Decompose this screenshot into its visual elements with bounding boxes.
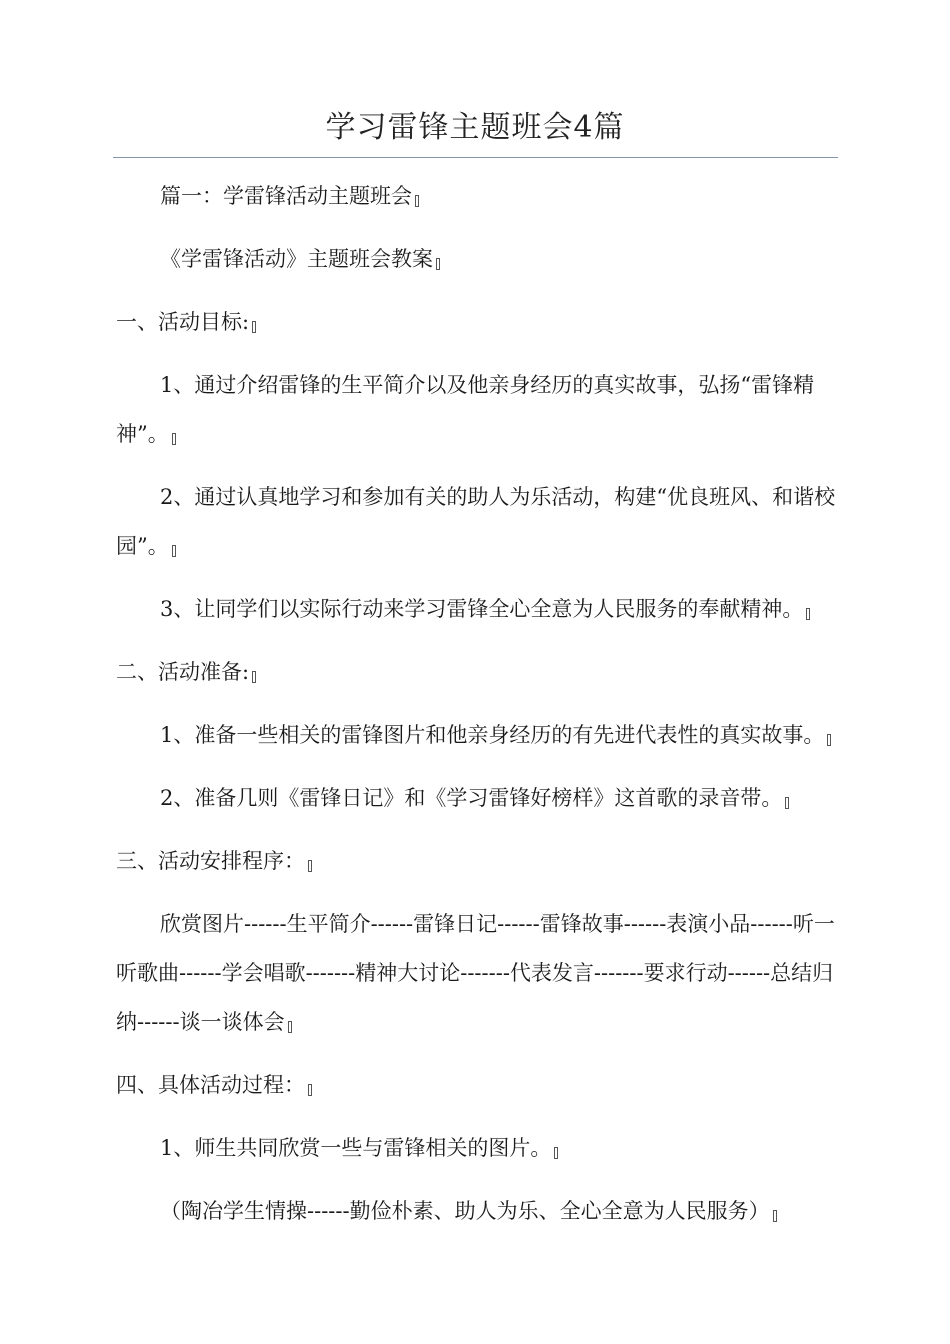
paragraph xyxy=(116,585,836,634)
paragraph-text: 1、通过介绍雷锋的生平简介以及他亲身经历的真实故事，弘扬“雷锋精神”。 xyxy=(116,373,815,446)
paragraph-text: 1、准备一些相关的雷锋图片和他亲身经历的有先进代表性的真实故事。 xyxy=(160,723,825,747)
paragraph-mark-icon xyxy=(172,545,176,557)
paragraph-text: 三、活动安排程序： xyxy=(116,849,305,873)
paragraph-mark-icon xyxy=(773,1210,777,1222)
title-divider xyxy=(113,157,838,158)
paragraph xyxy=(116,361,836,459)
paragraph xyxy=(116,235,836,284)
paragraph xyxy=(116,900,836,1047)
paragraph xyxy=(116,1124,836,1173)
paragraph-text: 2、通过认真地学习和参加有关的助人为乐活动，构建“优良班风、和谐校园”。 xyxy=(116,485,836,558)
section-heading xyxy=(116,298,836,347)
paragraph-text: （陶冶学生情操------勤俭朴素、助人为乐、全心全意为人民服务） xyxy=(160,1199,770,1223)
paragraph-mark-icon xyxy=(436,258,440,270)
paragraph-mark-icon xyxy=(415,195,419,207)
section-heading xyxy=(116,837,836,886)
paragraph xyxy=(116,711,836,760)
paragraph-mark-icon xyxy=(785,797,789,809)
paragraph-mark-icon xyxy=(308,860,312,872)
paragraph-text: 1、师生共同欣赏一些与雷锋相关的图片。 xyxy=(160,1136,552,1160)
paragraph-text: 二、活动准备: xyxy=(116,660,250,684)
paragraph-text: 欣赏图片------生平简介------雷锋日记------雷锋故事------表演小品------听一听歌曲------学会唱歌-------精神大讨论-------代表发言-------要求行动------总结归纳------谈一谈体会 xyxy=(116,912,835,1034)
paragraph-mark-icon xyxy=(252,321,256,333)
section-heading xyxy=(116,648,836,697)
paragraph-text: 篇一：学雷锋活动主题班会 xyxy=(160,184,412,208)
section-heading xyxy=(116,1061,836,1110)
paragraph xyxy=(116,1187,836,1236)
paragraph xyxy=(116,774,836,823)
paragraph xyxy=(116,473,836,571)
paragraph-text: 四、具体活动过程： xyxy=(116,1073,305,1097)
paragraph-mark-icon xyxy=(288,1021,292,1033)
paragraph-text: 3、让同学们以实际行动来学习雷锋全心全意为人民服务的奉献精神。 xyxy=(160,597,804,621)
document-title: 学习雷锋主题班会4篇 xyxy=(325,110,625,145)
paragraph-mark-icon xyxy=(827,734,831,746)
paragraph-mark-icon xyxy=(308,1084,312,1096)
paragraph-mark-icon xyxy=(806,608,810,620)
paragraph-text: 《学雷锋活动》主题班会教案 xyxy=(160,247,433,271)
paragraph-mark-icon xyxy=(554,1147,558,1159)
paragraph-mark-icon xyxy=(172,433,176,445)
paragraph xyxy=(116,172,836,221)
paragraph-text: 2、准备几则《雷锋日记》和《学习雷锋好榜样》这首歌的录音带。 xyxy=(160,786,783,810)
paragraph-mark-icon xyxy=(252,671,256,683)
paragraph-text: 一、活动目标: xyxy=(116,310,250,334)
document-body xyxy=(116,172,836,1236)
